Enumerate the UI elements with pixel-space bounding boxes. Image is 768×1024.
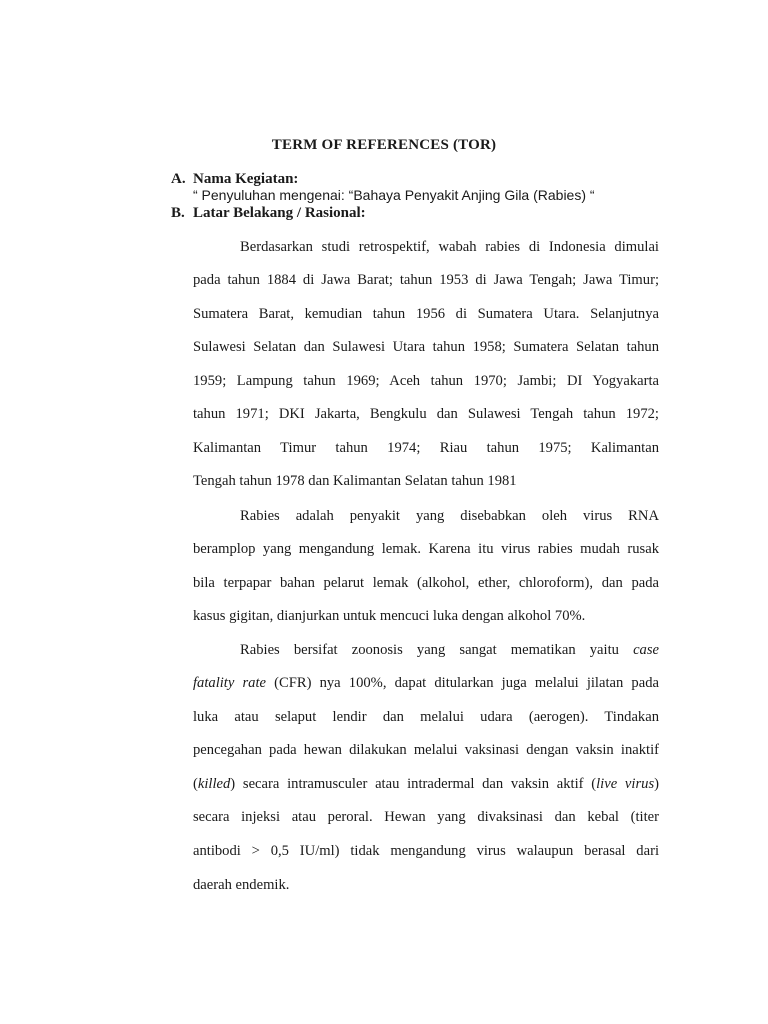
paragraph-1-line: Sulawesi Selatan dan Sulawesi Utara tahun 1958; Sumatera Selatan tahun xyxy=(193,339,659,355)
paragraph-3-line: secara injeksi atau peroral. Hewan yang divaksinasi dan kebal (titer xyxy=(193,809,659,825)
paragraph-1-line: Tengah tahun 1978 dan Kalimantan Selatan tahun 1981 xyxy=(193,473,517,489)
paragraph-2-line: beramplop yang mengandung lemak. Karena itu virus rabies mudah rusak xyxy=(193,541,659,557)
paragraph-1-line: pada tahun 1884 di Jawa Barat; tahun 1953 di Jawa Tengah; Jawa Timur; xyxy=(193,272,659,288)
paragraph-3-line: pencegahan pada hewan dilakukan melalui vaksinasi dengan vaksin inaktif xyxy=(193,742,659,758)
paragraph-1-line: Kalimantan Timur tahun 1974; Riau tahun 1975; Kalimantan xyxy=(193,440,659,456)
paragraph-3-line: fatality rate (CFR) nya 100%, dapat ditularkan juga melalui jilatan pada xyxy=(193,675,659,691)
section-a-heading: Nama Kegiatan: xyxy=(193,171,299,187)
paragraph-2-line: kasus gigitan, dianjurkan untuk mencuci luka dengan alkohol 70%. xyxy=(193,608,586,624)
document-title: TERM OF REFERENCES (TOR) xyxy=(271,137,497,153)
paragraph-3-line: (killed) secara intramusculer atau intradermal dan vaksin aktif (live virus) xyxy=(193,776,659,792)
paragraph-2-line: Rabies adalah penyakit yang disebabkan oleh virus RNA xyxy=(240,508,659,524)
paragraph-1-line: 1959; Lampung tahun 1969; Aceh tahun 1970; Jambi; DI Yogyakarta xyxy=(193,373,659,389)
paragraph-1-line: Sumatera Barat, kemudian tahun 1956 di Sumatera Utara. Selanjutnya xyxy=(193,306,659,322)
section-b-letter: B. xyxy=(171,205,185,221)
section-b-heading: Latar Belakang / Rasional: xyxy=(193,205,366,221)
section-a-letter: A. xyxy=(171,171,186,187)
paragraph-3-line: daerah endemik. xyxy=(193,877,290,893)
paragraph-3-line: luka atau selaput lendir dan melalui udara (aerogen). Tindakan xyxy=(193,709,659,725)
paragraph-2-line: bila terpapar bahan pelarut lemak (alkohol, ether, chloroform), dan pada xyxy=(193,575,659,591)
paragraph-3-line: Rabies bersifat zoonosis yang sangat mematikan yaitu case xyxy=(240,642,659,658)
paragraph-3-line: antibodi > 0,5 IU/ml) tidak mengandung virus walaupun berasal dari xyxy=(193,843,659,859)
activity-name: “ Penyuluhan mengenai: “Bahaya Penyakit Anjing Gila (Rabies) “ xyxy=(193,187,595,203)
paragraph-1-line: Berdasarkan studi retrospektif, wabah rabies di Indonesia dimulai xyxy=(240,239,659,255)
paragraph-1-line: tahun 1971; DKI Jakarta, Bengkulu dan Sulawesi Tengah tahun 1972; xyxy=(193,406,659,422)
